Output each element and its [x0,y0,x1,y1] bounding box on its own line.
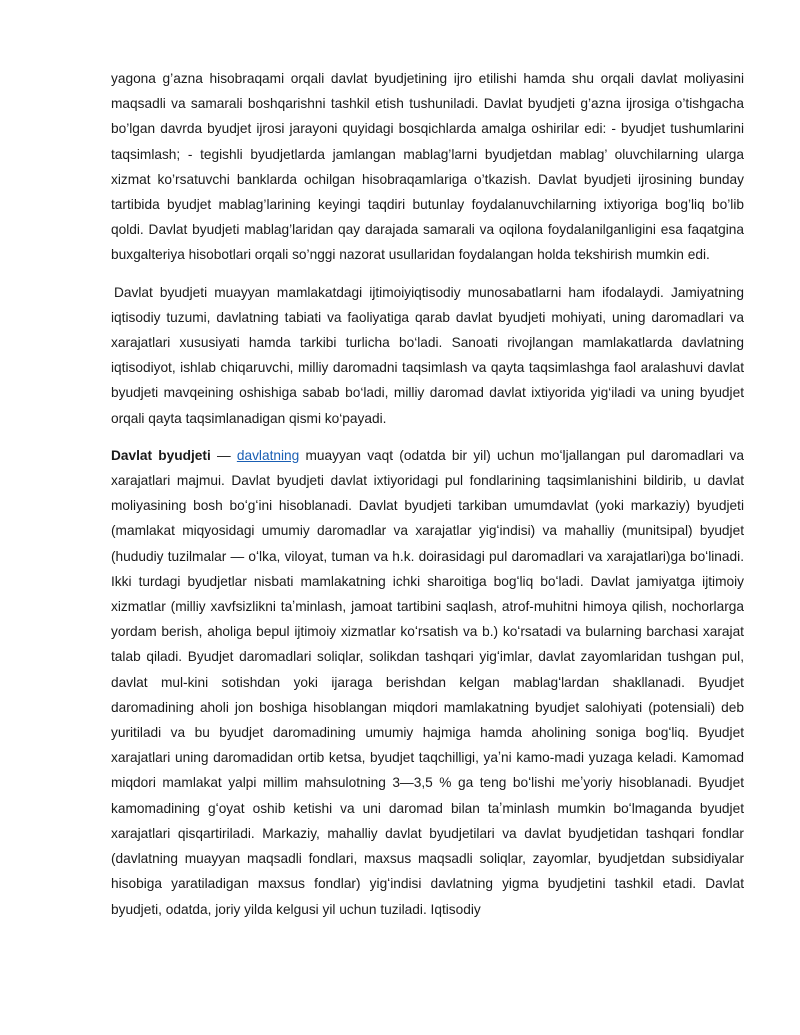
paragraph-state-budget-definition [111,443,744,922]
paragraph-treasury-execution: yagona g’azna hisobraqami orqali davlat byudjetining ijro etilishi hamda shu orqali davlat moliyasini maqsadli va samarali boshqarishni tashkil etish tushuniladi. Davlat byudjeti g’azna ijrosiga o’tishgacha bo’lgan davrda byudjet ijrosi jarayoni quyidagi bosqichlarda amalga oshirilar edi: - byudjet tushumlarini taqsimlash; - tegishli byudjetlarda jamlangan mablag’larni byudjetdan mablag’ oluvchilarning ularga xizmat ko’rsatuvchi banklarda ochilgan hisobraqamlariga o’tkazish. Davlat byudjeti ijrosining bunday tartibida byudjet mablag’larining keyingi taqdiri butunlay foydalanuvchilarning ixtiyoriga bog’liq bo’lib qoldi. Davlat byudjeti mablag’laridan qay darajada samarali va oqilona foydalanilganligini esa faqatgina buxgalteriya hisobotlari orqali so’nggi nazorat usullaridan foydalangan holda tekshirish mumkin edi. [111,71,744,263]
term-dash: — [210,447,237,463]
document-page [111,66,744,934]
davlat-link[interactable]: davlatning [236,447,300,463]
definition-text: muayyan vaqt (odatda bir yil) uchun moʻljallangan pul daromadlari va xarajatlari majmui. Davlat byudjeti davlat ixtiyoridagi pul fondlarining taqsimlanishini bildirib, u davlat moliyasining bosh boʻgʻini hisoblanadi. Davlat byudjeti tarkiban umumdavlat (yoki markaziy) byudjeti (mamlakat miqyosidagi umumiy daromadlar va xarajatlar yigʻindisi) va mahalliy (munitsipal) byudjet (hududiy tuzilmalar — oʻlka, viloyat, tuman va h.k. doirasidagi pul daromadlari va xarajatlari)ga boʻlinadi. Ikki turdagi byudjetlar nisbati mamlakatning ichki sharoitiga bogʻliq boʻladi. Davlat jamiyatga ijtimoiy xizmatlar (milliy xavfsizlikni taʼminlash, jamoat tartibini saqlash, atrof-muhitni himoya qilish, nochorlarga yordam berish, aholiga bepul ijtimoiy xizmatlar koʻrsatish va b.) koʻrsatadi va bularning barchasi xarajat talab qiladi. Byudjet daromadlari soliqlar, solikdan tashqari yigʻimlar, davlat zayomlaridan tushgan pul, davlat mul-kini sotishdan yoki ijaraga berishdan kelgan mablagʻlardan shakllanadi. Byudjet daromadining aholi jon boshiga hisoblangan miqdori mamlakatning byudjet salohiyati (potensiali) deb yuritiladi va bu byudjet daromadining umumiy hajmiga hamda aholining soniga bogʻliq. Byudjet xarajatlari uning daromadidan ortib ketsa, byudjet taqchilligi, yaʼni kamo-madi yuzaga keladi. Kamomad miqdori mamlakat yalpi millim mahsulotning 3—3,5 % ga teng boʻlishi meʼyoriy hisoblanadi. Byudjet kamomadining gʻoyat oshib ketishi va uni daromad bilan taʼminlash mumkin boʻlmaganda byudjet xarajatlari qisqartiriladi. Markaziy, mahalliy davlat byudjetilari va davlat byudjetidan tashqari fondlar (davlatning muayyan maqsadli fondlari, maxsus maqsadli soliqlar, zayomlar, byudjetdan subsidiyalar hisobiga yaratiladigan maxsus fondlar) yigʻindisi davlatning yigma byudjetini tashkil etadi. Davlat byudjeti, odatda, joriy yilda kelgusi yil uchun tuziladi. Iqtisodiy [111,447,744,917]
term-heading: Davlat byudjeti [111,447,211,463]
paragraph-socioeconomic-relations: Davlat byudjeti muayyan mamlakatdagi ijtimoiyiqtisodiy munosabatlarni ham ifodalaydi. Jamiyatning iqtisodiy tuzumi, davlatning tabiati va faoliyatiga qarab davlat byudjeti mohiyati, uning daromadlari va xarajatlari xususiyati hamda tarkibi turlicha bo‘ladi. Sanoati rivojlangan mamlakatlarda davlatning iqtisodiyot, ishlab chiqaruvchi, milliy daromadni taqsimlash va qayta taqsimlashga faol aralashuvi davlat byudjeti mavqeining oshishiga sabab bo‘ladi, milliy daromad davlat ixtiyorida yig‘iladi va uning byudjet orqali qayta taqsimlanadigan qismi ko‘payadi. [111,284,744,426]
